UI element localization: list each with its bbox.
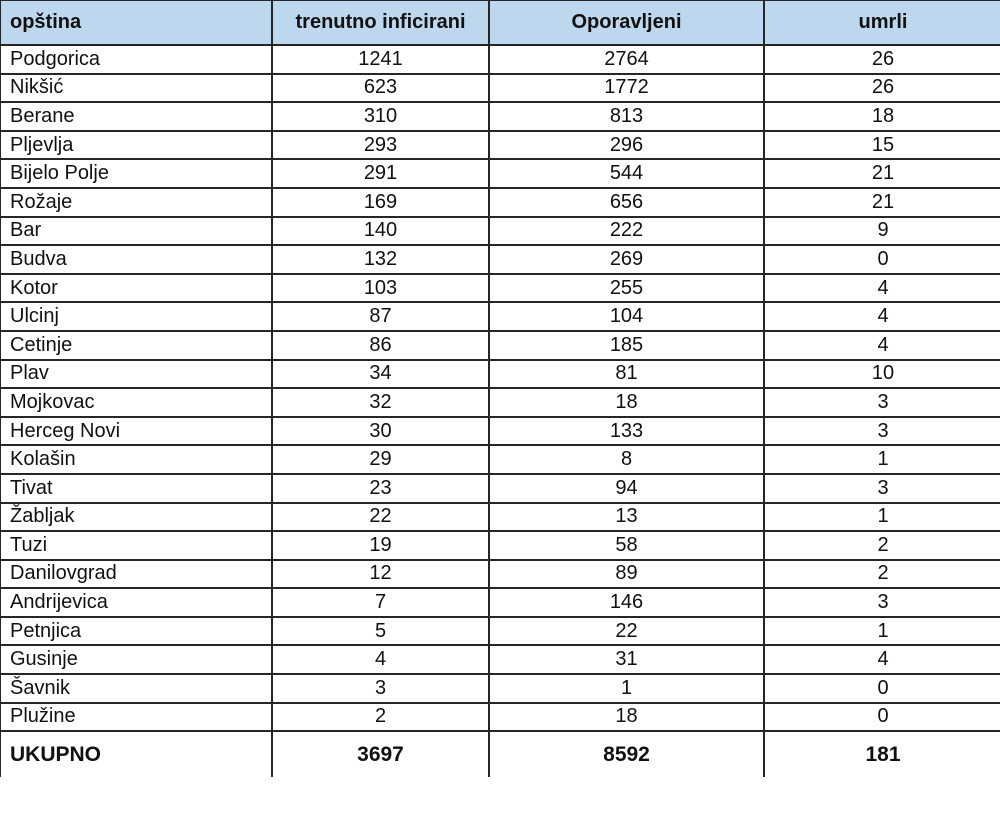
table-row — [0, 245, 1000, 274]
cell-recovered: 89 — [489, 560, 764, 589]
table-row — [0, 159, 1000, 188]
cell-municipality: Budva — [0, 245, 272, 274]
cell-deceased: 3 — [764, 388, 1000, 417]
cell-deceased: 3 — [764, 474, 1000, 503]
table-row — [0, 560, 1000, 589]
cell-deceased: 26 — [764, 74, 1000, 103]
cell-currently-infected: 12 — [272, 560, 489, 589]
table-row — [0, 388, 1000, 417]
header-municipality: opština — [0, 0, 272, 45]
cell-deceased: 0 — [764, 703, 1000, 732]
cell-recovered: 296 — [489, 131, 764, 160]
cell-recovered: 1772 — [489, 74, 764, 103]
cell-deceased: 1 — [764, 503, 1000, 532]
cell-deceased: 4 — [764, 274, 1000, 303]
total-currently-infected: 3697 — [272, 731, 489, 777]
cell-deceased: 26 — [764, 45, 1000, 74]
cell-recovered: 1 — [489, 674, 764, 703]
cell-municipality: Podgorica — [0, 45, 272, 74]
cell-currently-infected: 623 — [272, 74, 489, 103]
cell-municipality: Petnjica — [0, 617, 272, 646]
table-row — [0, 102, 1000, 131]
cell-deceased: 21 — [764, 188, 1000, 217]
cell-currently-infected: 293 — [272, 131, 489, 160]
table-row — [0, 445, 1000, 474]
table-row — [0, 45, 1000, 74]
cell-municipality: Gusinje — [0, 645, 272, 674]
cell-currently-infected: 103 — [272, 274, 489, 303]
cell-deceased: 9 — [764, 217, 1000, 246]
cell-municipality: Šavnik — [0, 674, 272, 703]
cell-recovered: 269 — [489, 245, 764, 274]
cell-municipality: Berane — [0, 102, 272, 131]
cell-currently-infected: 5 — [272, 617, 489, 646]
cell-recovered: 18 — [489, 388, 764, 417]
total-row — [0, 731, 1000, 777]
cell-currently-infected: 87 — [272, 302, 489, 331]
cell-currently-infected: 7 — [272, 588, 489, 617]
cell-municipality: Ulcinj — [0, 302, 272, 331]
header-recovered: Oporavljeni — [489, 0, 764, 45]
cell-deceased: 0 — [764, 245, 1000, 274]
cell-deceased: 21 — [764, 159, 1000, 188]
cell-deceased: 4 — [764, 331, 1000, 360]
header-deceased: umrli — [764, 0, 1000, 45]
cell-municipality: Mojkovac — [0, 388, 272, 417]
cell-currently-infected: 169 — [272, 188, 489, 217]
cell-recovered: 94 — [489, 474, 764, 503]
cell-currently-infected: 23 — [272, 474, 489, 503]
cell-deceased: 4 — [764, 645, 1000, 674]
table-body — [0, 45, 1000, 731]
cell-recovered: 58 — [489, 531, 764, 560]
cell-deceased: 1 — [764, 445, 1000, 474]
cell-recovered: 813 — [489, 102, 764, 131]
cell-currently-infected: 2 — [272, 703, 489, 732]
cell-recovered: 544 — [489, 159, 764, 188]
cell-deceased: 18 — [764, 102, 1000, 131]
table-row — [0, 217, 1000, 246]
cell-currently-infected: 22 — [272, 503, 489, 532]
cell-municipality: Pljevlja — [0, 131, 272, 160]
cell-deceased: 10 — [764, 360, 1000, 389]
total-label: UKUPNO — [0, 731, 272, 777]
total-recovered: 8592 — [489, 731, 764, 777]
cell-municipality: Cetinje — [0, 331, 272, 360]
cell-municipality: Tuzi — [0, 531, 272, 560]
cell-currently-infected: 4 — [272, 645, 489, 674]
cell-currently-infected: 291 — [272, 159, 489, 188]
cell-municipality: Nikšić — [0, 74, 272, 103]
cell-recovered: 18 — [489, 703, 764, 732]
table-row — [0, 674, 1000, 703]
cell-currently-infected: 32 — [272, 388, 489, 417]
cell-deceased: 2 — [764, 531, 1000, 560]
cell-recovered: 2764 — [489, 45, 764, 74]
table-row — [0, 645, 1000, 674]
cell-recovered: 656 — [489, 188, 764, 217]
table-row — [0, 302, 1000, 331]
cell-currently-infected: 3 — [272, 674, 489, 703]
cell-municipality: Herceg Novi — [0, 417, 272, 446]
cell-deceased: 0 — [764, 674, 1000, 703]
cell-currently-infected: 132 — [272, 245, 489, 274]
cell-deceased: 1 — [764, 617, 1000, 646]
cell-recovered: 8 — [489, 445, 764, 474]
cell-recovered: 185 — [489, 331, 764, 360]
table-row — [0, 503, 1000, 532]
cell-municipality: Kolašin — [0, 445, 272, 474]
table-row — [0, 531, 1000, 560]
cell-municipality: Tivat — [0, 474, 272, 503]
cell-currently-infected: 86 — [272, 331, 489, 360]
cell-currently-infected: 34 — [272, 360, 489, 389]
header-row — [0, 0, 1000, 45]
cell-recovered: 255 — [489, 274, 764, 303]
cell-deceased: 3 — [764, 417, 1000, 446]
cell-currently-infected: 30 — [272, 417, 489, 446]
cell-municipality: Rožaje — [0, 188, 272, 217]
cell-municipality: Kotor — [0, 274, 272, 303]
table-row — [0, 360, 1000, 389]
cell-municipality: Bijelo Polje — [0, 159, 272, 188]
table-row — [0, 703, 1000, 732]
cell-municipality: Plužine — [0, 703, 272, 732]
cell-recovered: 222 — [489, 217, 764, 246]
table-row — [0, 331, 1000, 360]
cell-currently-infected: 140 — [272, 217, 489, 246]
table-row — [0, 617, 1000, 646]
table-row — [0, 131, 1000, 160]
cell-recovered: 133 — [489, 417, 764, 446]
cell-currently-infected: 310 — [272, 102, 489, 131]
cell-municipality: Žabljak — [0, 503, 272, 532]
cell-recovered: 13 — [489, 503, 764, 532]
table-row — [0, 74, 1000, 103]
table-row — [0, 274, 1000, 303]
cell-recovered: 104 — [489, 302, 764, 331]
cell-currently-infected: 1241 — [272, 45, 489, 74]
cell-currently-infected: 19 — [272, 531, 489, 560]
table-row — [0, 474, 1000, 503]
cell-deceased: 4 — [764, 302, 1000, 331]
cell-recovered: 31 — [489, 645, 764, 674]
cell-deceased: 2 — [764, 560, 1000, 589]
cell-deceased: 15 — [764, 131, 1000, 160]
header-currently-infected: trenutno inficirani — [272, 0, 489, 45]
cell-currently-infected: 29 — [272, 445, 489, 474]
total-deceased: 181 — [764, 731, 1000, 777]
cell-municipality: Bar — [0, 217, 272, 246]
cell-recovered: 146 — [489, 588, 764, 617]
cell-municipality: Danilovgrad — [0, 560, 272, 589]
cell-recovered: 81 — [489, 360, 764, 389]
cell-deceased: 3 — [764, 588, 1000, 617]
cell-municipality: Andrijevica — [0, 588, 272, 617]
table-row — [0, 417, 1000, 446]
cell-municipality: Plav — [0, 360, 272, 389]
table-row — [0, 188, 1000, 217]
table-row — [0, 588, 1000, 617]
cell-recovered: 22 — [489, 617, 764, 646]
